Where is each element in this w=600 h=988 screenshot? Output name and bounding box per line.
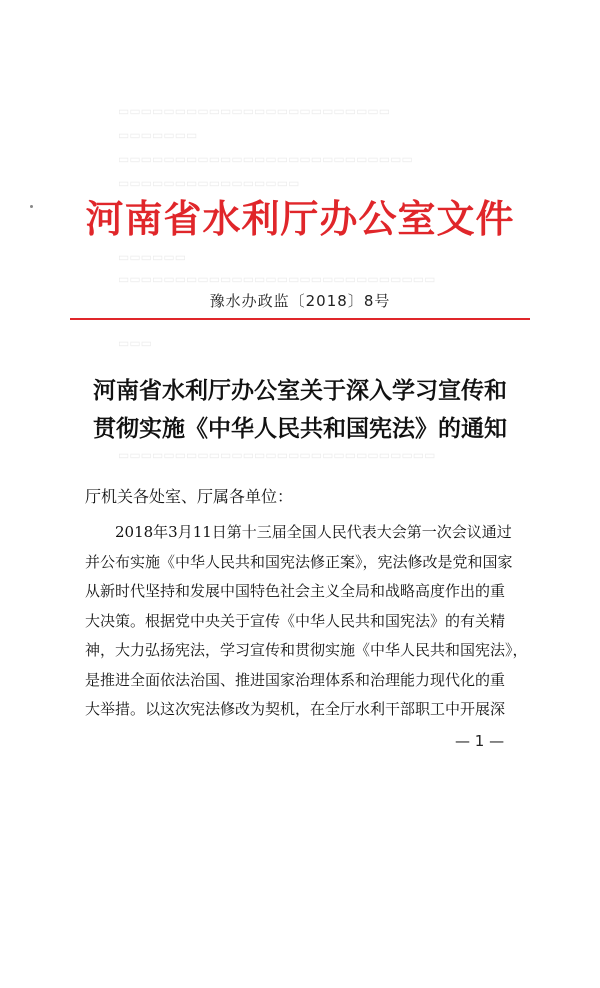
body-line: 并公布实施《中华人民共和国宪法修正案》，宪法修改是党和国家 (85, 552, 513, 571)
body-line: 是推进全面依法治国、推进国家治理体系和治理能力现代化的重 (85, 670, 506, 689)
bleed-through-text: ▭▭▭▭▭▭▭▭▭▭▭▭▭▭▭▭▭▭▭▭▭▭▭▭ (118, 104, 391, 118)
document-number: 豫水办政监〔2018〕8号 (209, 292, 391, 310)
issuer-header-title: 河南省水利厅办公室文件 (85, 196, 515, 241)
body-line: 从新时代坚持和发展中国特色社会主义全局和战略高度作出的重 (85, 582, 506, 600)
bleed-through-text: ▭▭▭▭▭▭▭▭▭▭▭▭▭▭▭▭▭▭▭▭▭▭▭▭▭▭ (118, 152, 413, 166)
bleed-through-text: ▭▭▭▭▭▭▭▭▭▭▭▭▭▭▭▭▭▭▭▭▭▭▭▭▭▭▭▭ (118, 272, 436, 286)
bleed-through-text: ▭▭▭▭▭▭ (118, 250, 187, 264)
bleed-through-text: ▭▭▭▭▭▭▭▭▭▭▭▭▭▭▭▭▭▭▭▭▭▭▭▭▭▭▭▭ (118, 448, 436, 462)
bleed-through-text: ▭▭▭ (118, 336, 153, 350)
body-line: 2018年3月11日第十三届全国人民代表大会第一次会议通过 (85, 523, 512, 541)
body-line: 大举措。以这次宪法修改为契机，在全厅水利干部职工中开展深 (85, 700, 506, 718)
notice-title-line-2: 贯彻实施《中华人民共和国宪法》的通知 (93, 415, 507, 442)
body-line: 大决策。根据党中央关于宣传《中华人民共和国宪法》的有关精 (85, 611, 506, 630)
body-line: 神，大力弘扬宪法，学习宣传和贯彻实施《中华人民共和国宪法》， (85, 641, 528, 659)
addressee-line: 厅机关各处室、厅属各单位： (85, 487, 294, 506)
notice-title-line-1: 河南省水利厅办公室关于深入学习宣传和 (93, 377, 507, 404)
red-separator-rule (70, 318, 530, 320)
bleed-through-text: ▭▭▭▭▭▭▭ (118, 128, 198, 142)
page-number: — 1 — (455, 732, 505, 750)
bleed-through-text: ▭▭▭▭▭▭▭▭▭▭▭▭▭▭▭▭ (118, 176, 300, 190)
body-paragraph (85, 518, 528, 725)
